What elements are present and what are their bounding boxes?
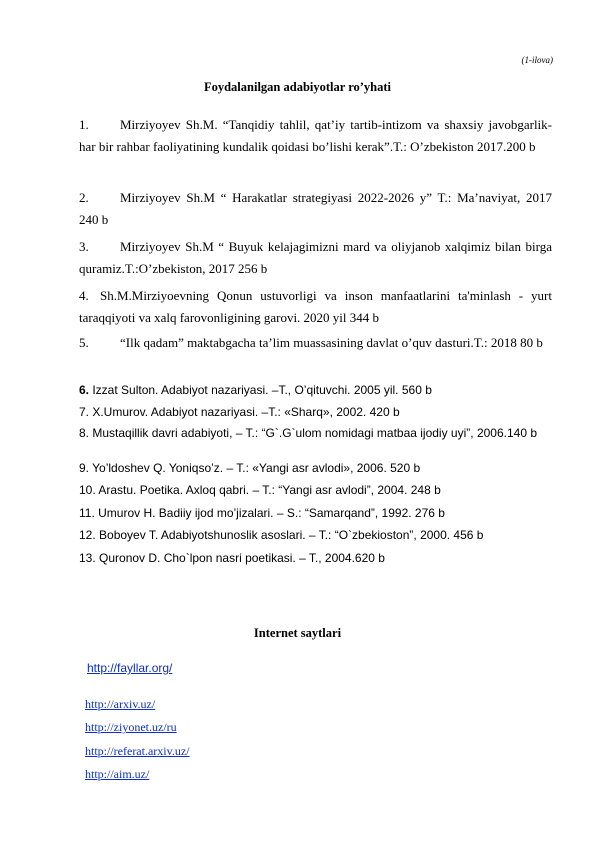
website-link[interactable]: http://aim.uz/ [85,767,150,781]
reference-item: 10. Arastu. Poetika. Axloq qabri. – T.: “Yangi asr avlodi”, 2004. 248 b [79,483,441,497]
website-link[interactable]: http://arxiv.uz/ [85,697,156,711]
website-link[interactable]: http://fayllar.org/ [87,661,173,675]
reference-item [79,187,552,231]
reference-number: 5. [79,335,89,350]
reference-text: Sh.M.Mirziyoevning Qonun ustuvorligi va inson manfaatlarini ta'minlash - yurt taraqqiyoti va xalq farovonligining garovi. 2020 yil 344 b [79,288,552,325]
page-title: Foydalanilgan adabiyotlar ro’yhati [203,80,392,94]
reference-number: 6. [79,383,90,397]
reference-text: Mirziyoyev Sh.M. “Tanqidiy tahlil, qat’iy tartib-intizom va shaxsiy javobgarlik- har bir rahbar faoliyatining kundalik qoidasi bo’lishi kerak”.T.: O’zbekiston 2017.200 b [79,117,552,154]
reference-number: 4. [79,288,89,303]
website-link[interactable]: http://referat.arxiv.uz/ [85,744,190,758]
reference-text: Mirziyoyev Sh.M “ Buyuk kelajagimizni mard va oliyjanob xalqimiz bilan birga quramiz.T.:O’zbekiston, 2017 256 b [79,239,552,276]
reference-text: “Ilk qadam” maktabgacha ta’lim muassasining davlat o’quv dasturi.T.: 2018 80 b [120,335,543,350]
reference-item [79,236,552,280]
website-link[interactable]: http://ziyonet.uz/ru [85,720,177,734]
reference-item: 11. Umurov H. Badiiy ijod mo’jizalari. – S.: “Samarqand”, 1992. 276 b [79,506,445,520]
appendix-note: (1-ilova) [521,55,553,65]
section-title: Internet saytlari [253,626,342,640]
reference-item [79,383,549,397]
reference-text: Izzat Sulton. Adabiyot nazariyasi. –T., O’qituvchi. 2005 yil. 560 b [89,383,432,397]
reference-item [79,285,552,329]
reference-number: 3. [79,239,89,254]
reference-text: Mirziyoyev Sh.M “ Harakatlar strategiyasi 2022-2026 y” T.: Ma’naviyat, 2017 240 b [79,190,552,227]
reference-item: 7. X.Umurov. Adabiyot nazariyasi. –T.: «Sharq», 2002. 420 b [79,405,400,419]
reference-item: 13. Quronov D. Cho`lpon nasri poetikasi. – T., 2004.620 b [79,551,385,565]
reference-item: 9. Yo’ldoshev Q. Yoniqso’z. – T.: «Yangi asr avlodi», 2006. 520 b [79,461,421,475]
reference-number: 2. [79,190,89,205]
reference-number: 1. [79,117,89,132]
reference-item: 12. Boboyev T. Adabiyotshunoslik asoslari. – T.: “O`zbekioston”, 2000. 456 b [79,528,484,542]
reference-item [79,114,552,158]
reference-item: 8. Mustaqillik davri adabiyoti, – T.: “G`.G`ulom nomidagi matbaa ijodiy uyi”, 2006.140 b [79,426,537,440]
reference-item [79,332,552,354]
